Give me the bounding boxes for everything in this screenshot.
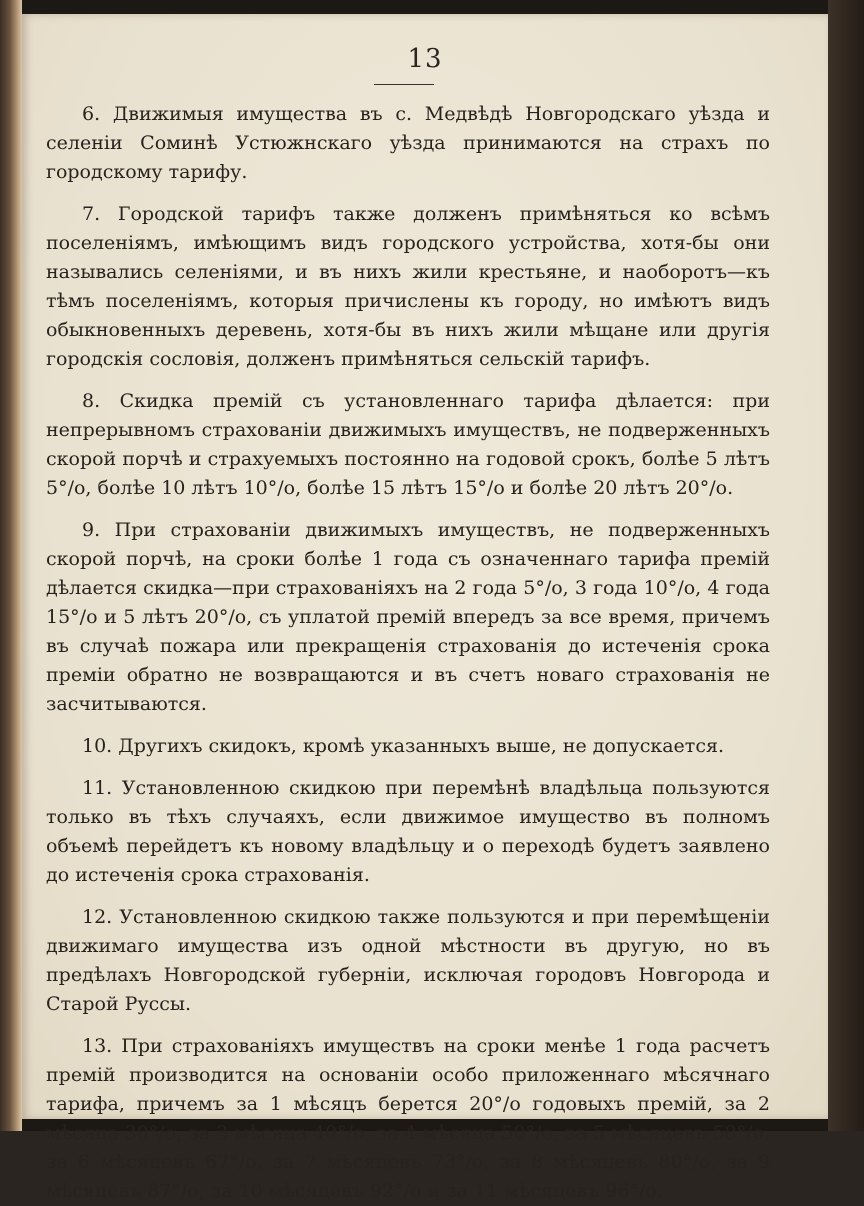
paragraph-8: 8. Скидка премій съ установленнаго тарифа дѣлается: при непрерывномъ страхованіи движимыхъ имуществъ, не подверженныхъ скорой порчѣ и страхуемыхъ постоянно на годовой срокъ, болѣе 5 лѣтъ 5°/о, болѣе 10 лѣтъ 10°/о, болѣе 15 лѣтъ 15°/о и болѣе 20 лѣтъ 20°/о. (46, 390, 770, 499)
paragraph-7: 7. Городской тарифъ также долженъ примѣняться ко всѣмъ поселеніямъ, имѣющимъ видъ городского устройства, хотя-бы они назывались селеніями, и въ нихъ жили крестьяне, и наоборотъ—къ тѣмъ поселеніямъ, которыя причислены къ городу, но имѣютъ видъ обыкновенныхъ деревень, хотя-бы въ нихъ жили мѣщане или другія городскія сословія, долженъ примѣняться сельскій тарифъ. (46, 203, 770, 370)
paragraph-11: 11. Установленною скидкою при перемѣнѣ владѣльца пользуются только въ тѣхъ случаяхъ, если движимое имущество въ полномъ объемѣ перейдетъ къ новому владѣльцу и о переходѣ будетъ заявлено до истеченія срока страхованія. (46, 777, 770, 886)
document-body (46, 100, 770, 1206)
page-number: 13 (407, 44, 443, 74)
document-page (22, 14, 828, 1202)
paragraph-10: 10. Другихъ скидокъ, кромѣ указанныхъ выше, не допускается. (82, 735, 724, 757)
page-number-underline (374, 84, 434, 85)
scan-right-border (828, 0, 864, 1131)
book-spine (0, 0, 22, 1131)
paragraph-13: 13. При страхованіяхъ имуществъ на сроки менѣе 1 года расчетъ премій производится на основаніи особо приложеннаго мѣсячнаго тарифа, причемъ за 1 мѣсяцъ берется 20°/о годовыхъ премій, за 2 мѣсяца 30°/о, за 3 мѣсяца 40°/о, за 4 мѣсяца 50°/о, за 5 мѣсяцевъ 58°/о, за 6 мѣсяцевъ 67°/о, за 7 мѣсяцевъ 73°/о, за 8 мѣсяцевъ 80°/о, за 9 мѣсяцевъ 87°/о, за 10 мѣсяцевъ 92°/о и за 11 мѣсяцевъ 96°/о. (46, 1035, 770, 1202)
paragraph-12: 12. Установленною скидкою также пользуются и при перемѣщеніи движимаго имущества изъ одной мѣстности въ другую, но въ предѣлахъ Новгородской губерніи, исключая городовъ Новгорода и Старой Руссы. (46, 906, 770, 1015)
paragraph-9: 9. При страхованіи движимыхъ имуществъ, не подверженныхъ скорой порчѣ, на сроки болѣе 1 года съ означеннаго тарифа премій дѣлается скидка—при страхованіяхъ на 2 года 5°/о, 3 года 10°/о, 4 года 15°/о и 5 лѣтъ 20°/о, съ уплатой премій впередъ за все время, причемъ въ случаѣ пожара или прекращенія страхованія до истеченія срока преміи обратно не возвращаются и въ счетъ новаго страхованія не засчитываются. (46, 519, 770, 715)
paragraph-6: 6. Движимыя имущества въ с. Медвѣдѣ Новгородскаго уѣзда и селеніи Соминѣ Устюжнскаго уѣзда принимаются на страхъ по городскому тарифу. (46, 103, 770, 183)
